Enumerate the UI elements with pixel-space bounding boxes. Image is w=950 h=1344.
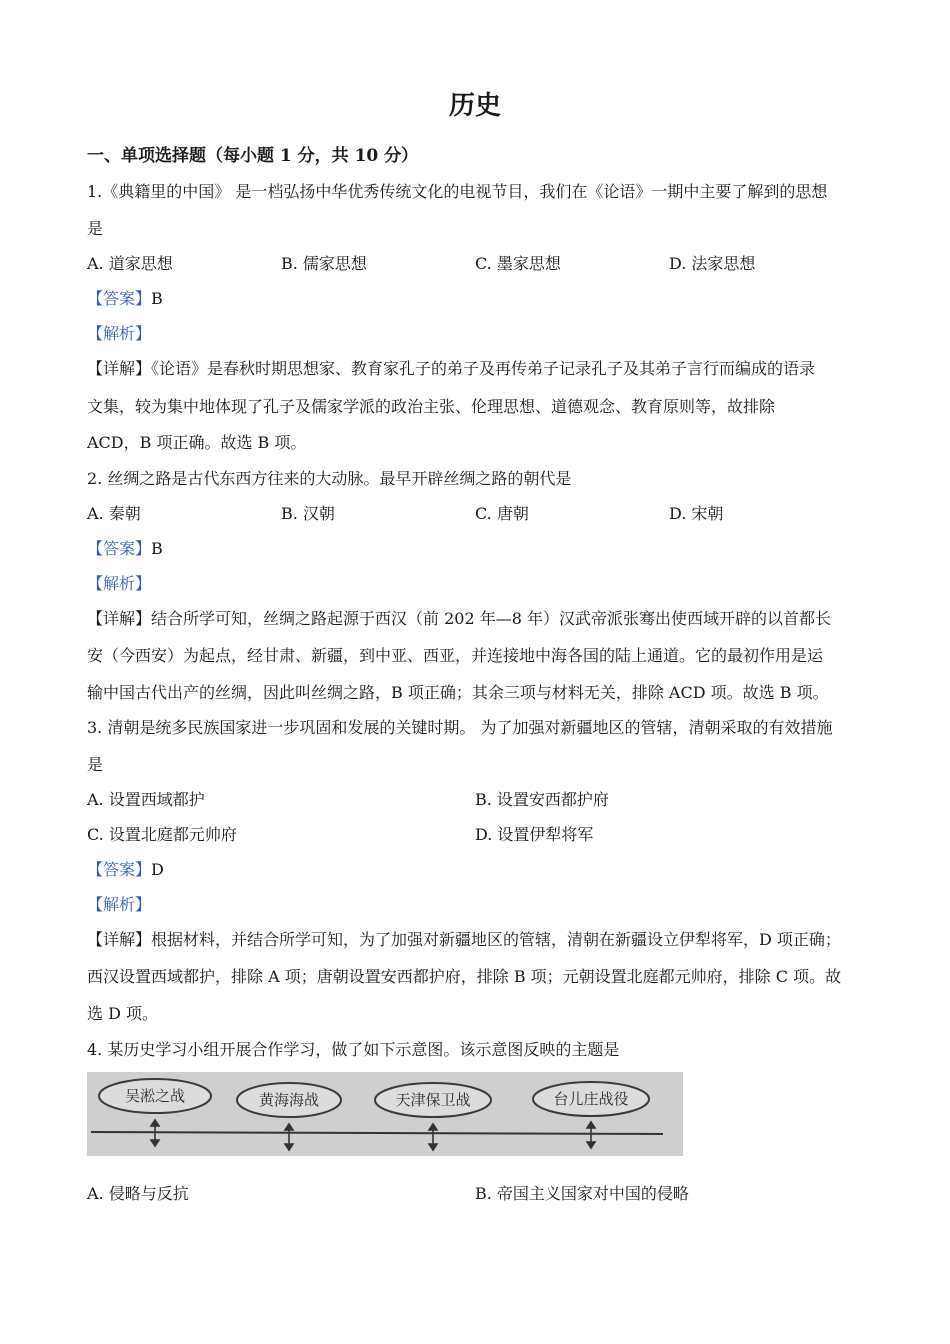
detail-text: 《论语》是春秋时期思想家、教育家孔子的弟子及再传弟子记录孔子及其弟子言行而编成的语录 (151, 359, 816, 378)
answer-tag: 【答案】 (87, 860, 152, 879)
q2-detail-line3: 输中国古代出产的丝绸，因此叫丝绸之路，B 项正确；其余三项与材料无关，排除 ACD 项。故选 B 项。 (87, 683, 829, 702)
q2-analysis (87, 573, 877, 595)
q1-detail-line1 (87, 358, 877, 380)
analysis-tag: 【解析】 (87, 324, 152, 343)
timeline-figure (87, 1072, 683, 1156)
q2-detail-line1 (87, 608, 877, 630)
analysis-tag: 【解析】 (87, 574, 152, 593)
q3-analysis (87, 894, 877, 916)
q4-stem-line1: 4. 某历史学习小组开展合作学习，做了如下示意图。该示意图反映的主题是 (87, 1040, 620, 1059)
detail-tag: 【详解】 (87, 359, 152, 378)
q1-option-d: D. 法家思想 (669, 254, 756, 273)
q2-detail-line2: 安（今西安）为起点，经甘肃、新疆，到中亚、西亚，并连接地中海各国的陆上通道。它的最初作用是运 (87, 646, 824, 665)
detail-tag: 【详解】 (87, 609, 152, 628)
q4-option-a: A. 侵略与反抗 (87, 1184, 189, 1203)
q3-option-a: A. 设置西域都护 (87, 790, 205, 809)
q3-detail-line1 (87, 929, 877, 951)
answer-tag: 【答案】 (87, 539, 152, 558)
detail-text: 根据材料，并结合所学可知，为了加强对新疆地区的管辖，清朝在新疆设立伊犁将军，D 项正确； (151, 930, 841, 949)
answer-value: B (151, 289, 163, 308)
q2-stem-line1: 2. 丝绸之路是古代东西方往来的大动脉。最早开辟丝绸之路的朝代是 (87, 469, 572, 488)
page-title: 历史 (448, 91, 501, 121)
analysis-tag: 【解析】 (87, 895, 152, 914)
q3-option-d: D. 设置伊犁将军 (475, 825, 594, 844)
timeline-label-1: 吴淞之战 (124, 1087, 186, 1105)
detail-tag: 【详解】 (87, 930, 152, 949)
q2-option-c: C. 唐朝 (475, 504, 529, 523)
q1-detail-line2: 文集，较为集中地体现了孔子及儒家学派的政治主张、伦理思想、道德观念、教育原则等，故排除 (87, 397, 776, 416)
q3-answer (87, 859, 877, 881)
timeline-arrows (151, 1120, 595, 1150)
q2-option-b: B. 汉朝 (281, 504, 335, 523)
q2-option-d: D. 宋朝 (669, 504, 724, 523)
timeline-axis (91, 1132, 663, 1134)
timeline-label-3: 天津保卫战 (395, 1091, 471, 1109)
q1-stem-line2: 是 (87, 219, 104, 238)
q3-stem-line2: 是 (87, 755, 104, 774)
timeline-diagram (87, 1072, 683, 1156)
answer-value: D (151, 860, 164, 879)
q1-answer (87, 288, 877, 310)
q3-detail-line3: 选 D 项。 (87, 1004, 159, 1023)
q1-option-b: B. 儒家思想 (281, 254, 367, 273)
q1-detail-line3: ACD，B 项正确。故选 B 项。 (87, 433, 307, 452)
q1-option-c: C. 墨家思想 (475, 254, 561, 273)
timeline-label-2: 黄海海战 (258, 1091, 320, 1109)
q2-answer (87, 538, 877, 560)
q3-option-c: C. 设置北庭都元帅府 (87, 825, 237, 844)
q3-option-b: B. 设置安西都护府 (475, 790, 609, 809)
q4-option-b: B. 帝国主义国家对中国的侵略 (475, 1184, 689, 1203)
q1-analysis (87, 323, 877, 345)
q1-option-a: A. 道家思想 (87, 254, 173, 273)
q3-stem-line1: 3. 清朝是统多民族国家进一步巩固和发展的关键时期。 为了加强对新疆地区的管辖，清朝采取的有效措施 (87, 718, 833, 737)
q1-stem-line1: 1.《典籍里的中国》 是一档弘扬中华优秀传统文化的电视节目，我们在《论语》一期中主要了解到的思想 (87, 182, 828, 201)
answer-value: B (151, 539, 163, 558)
q2-option-a: A. 秦朝 (87, 504, 141, 523)
answer-tag: 【答案】 (87, 289, 152, 308)
section-heading: 一、单项选择题（每小题 1 分，共 10 分） (87, 146, 419, 166)
timeline-label-4: 台儿庄战役 (553, 1090, 629, 1108)
q3-detail-line2: 西汉设置西域都护，排除 A 项；唐朝设置安西都护府，排除 B 项；元朝设置北庭都元帅府，排除 C 项。故 (87, 967, 842, 986)
detail-text: 结合所学可知，丝绸之路起源于西汉（前 202 年—8 年）汉武帝派张骞出使西域开辟的以首都长 (151, 609, 831, 628)
